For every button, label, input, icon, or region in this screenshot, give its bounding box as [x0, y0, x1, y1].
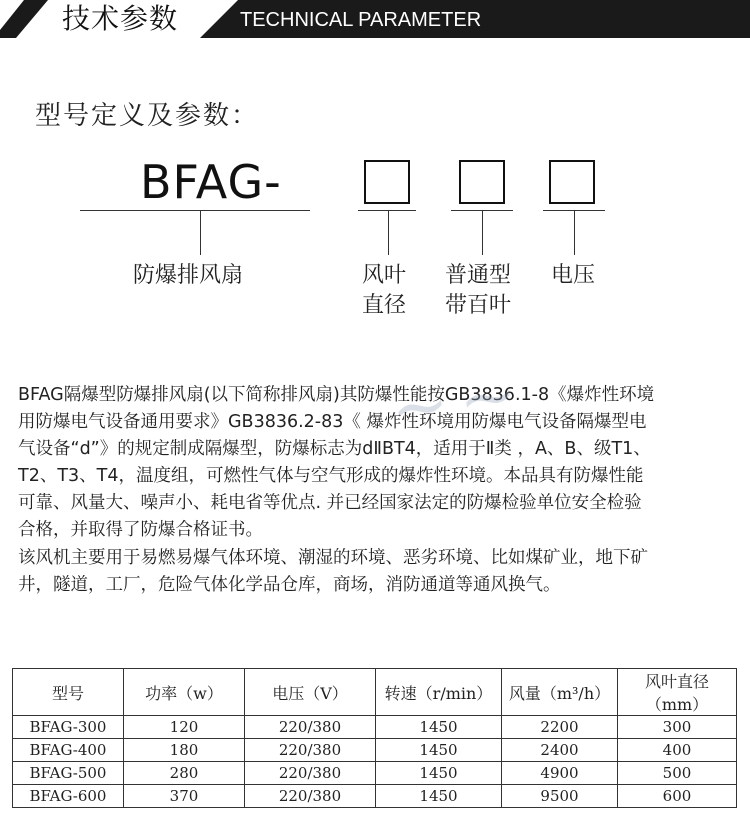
- blade-diameter-label-line2: 直径: [362, 293, 407, 318]
- cell-voltage: 220/380: [245, 739, 376, 762]
- cell-voltage: 220/380: [245, 716, 376, 739]
- louver-type-box: [459, 160, 505, 204]
- header-airflow: 风量（m³/h）: [502, 669, 618, 716]
- header-power: 功率（w）: [124, 669, 245, 716]
- cell-model: BFAG-300: [13, 716, 124, 739]
- blade-diameter-underline: [358, 210, 416, 211]
- description-line: T2、T3、T4，温度组，可燃性气体与空气形成的爆炸性环境。本品具有防爆性能: [18, 466, 644, 486]
- description-line: 井，隧道，工厂，危险气体化学品仓库，商场，消防通道等通风换气。: [18, 575, 561, 595]
- section-banner: [0, 0, 750, 38]
- fan-type-label: 防爆排风扇: [133, 263, 244, 288]
- spec-table-header-row: [13, 669, 737, 716]
- cell-power: 280: [124, 762, 245, 785]
- banner-title-zh: 技术参数: [62, 2, 179, 35]
- blade-diameter-connector: [388, 211, 389, 255]
- model-prefix: BFAG-: [140, 155, 282, 209]
- model-underline: [80, 210, 310, 211]
- cell-blade-diameter: 400: [618, 739, 737, 762]
- header-voltage: 电压（V）: [245, 669, 376, 716]
- spec-table: [12, 668, 737, 808]
- cell-model: BFAG-400: [13, 739, 124, 762]
- cell-power: 370: [124, 785, 245, 808]
- fan-type-connector: [200, 211, 201, 255]
- cell-blade-diameter: 600: [618, 785, 737, 808]
- cell-speed: 1450: [376, 739, 502, 762]
- header-speed: 转速（r/min）: [376, 669, 502, 716]
- cell-airflow: 2400: [502, 739, 618, 762]
- description-line: BFAG隔爆型防爆排风扇(以下简称排风扇)其防爆性能按GB3836.1-8《爆炸性环境: [18, 385, 655, 405]
- blade-diameter-box: [364, 160, 410, 204]
- cell-model: BFAG-500: [13, 762, 124, 785]
- cell-blade-diameter: 300: [618, 716, 737, 739]
- cell-speed: 1450: [376, 785, 502, 808]
- cell-blade-diameter: 500: [618, 762, 737, 785]
- header-blade-diameter: 风叶直径（mm）: [618, 669, 737, 716]
- watermark-decoration: ~~: [384, 350, 533, 452]
- voltage-box: [549, 160, 595, 204]
- description-line: 该风机主要用于易燃易爆气体环境、潮湿的环境、恶劣环境、比如煤矿业，地下矿: [18, 548, 648, 568]
- louver-type-label-line2: 带百叶: [445, 293, 512, 318]
- blade-diameter-label-line1: 风叶: [362, 263, 407, 288]
- cell-speed: 1450: [376, 716, 502, 739]
- cell-power: 120: [124, 716, 245, 739]
- description-line: 可靠、风量大、噪声小、耗电省等优点. 并已经国家法定的防爆检验单位安全检验: [18, 493, 642, 513]
- cell-voltage: 220/380: [245, 785, 376, 808]
- table-row: [13, 716, 737, 739]
- description-line: 气设备“d”》的规定制成隔爆型，防爆标志为dⅡBT4，适用于Ⅱ类 ，A、B、级T1、: [18, 439, 651, 459]
- louver-type-connector: [482, 211, 483, 255]
- cell-airflow: 4900: [502, 762, 618, 785]
- description-line: 用防爆电气设备通用要求》GB3836.2-83《 爆炸性环境用防爆电气设备隔爆型电: [18, 412, 647, 432]
- voltage-label: 电压: [551, 263, 596, 288]
- cell-airflow: 9500: [502, 785, 618, 808]
- header-model: 型号: [13, 669, 124, 716]
- banner-title-en: TECHNICAL PARAMETER: [240, 9, 482, 31]
- cell-model: BFAG-600: [13, 785, 124, 808]
- cell-airflow: 2200: [502, 716, 618, 739]
- description-line: 合格，并取得了防爆合格证书。: [18, 520, 263, 540]
- definition-heading: 型号定义及参数：: [35, 101, 260, 131]
- cell-voltage: 220/380: [245, 762, 376, 785]
- louver-type-label-line1: 普通型: [445, 263, 512, 288]
- voltage-connector: [574, 211, 575, 255]
- cell-power: 180: [124, 739, 245, 762]
- cell-speed: 1450: [376, 762, 502, 785]
- table-row: [13, 785, 737, 808]
- table-row: [13, 762, 737, 785]
- table-row: [13, 739, 737, 762]
